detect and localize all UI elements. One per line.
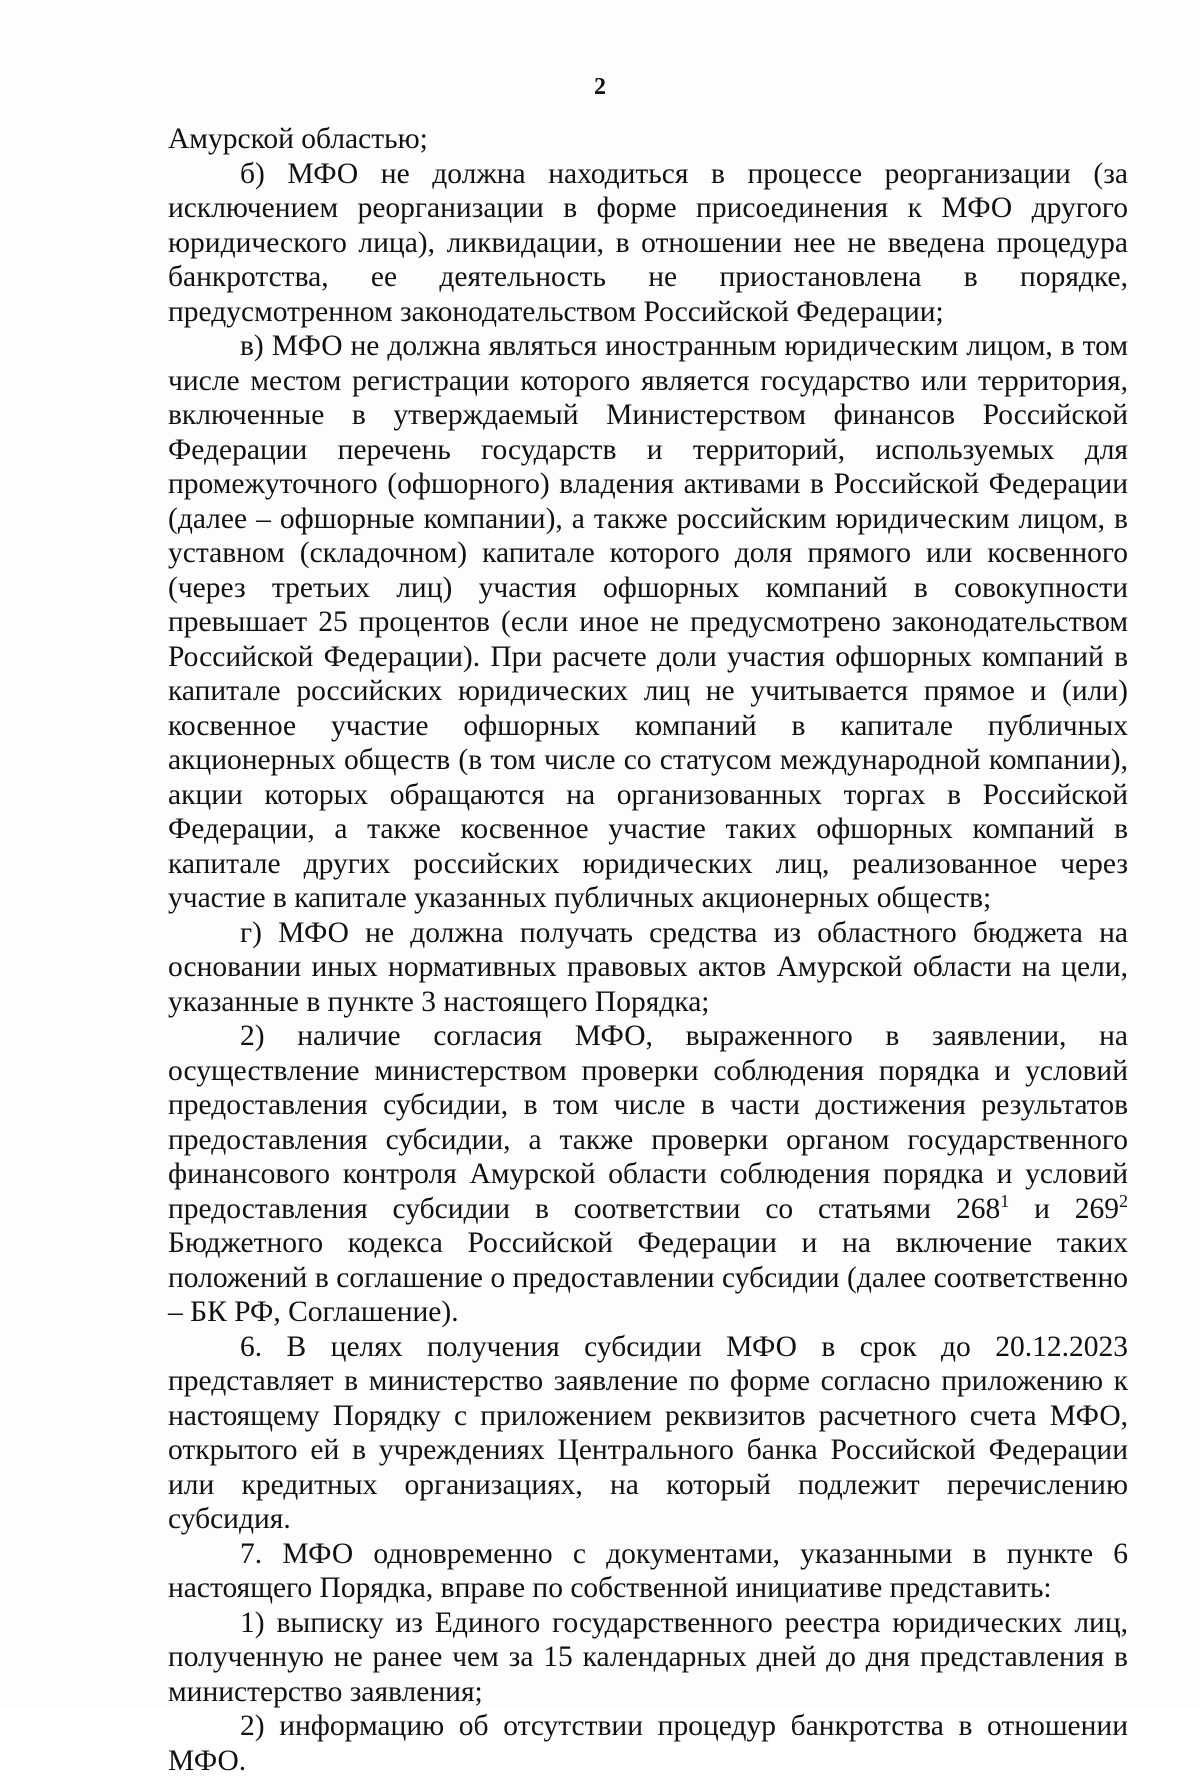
page-number: 2 xyxy=(594,74,606,100)
paragraph-text: Бюджетного кодекса Российской Федерации и на включение таких положений в соглашение о предоставлении субсидии (далее соответственно – БК РФ, Соглашение). xyxy=(168,1227,1128,1328)
paragraph-item-2-consent xyxy=(168,1019,1128,1330)
paragraph-point-7-item-2: 2) информацию об отсутствии процедур банкротства в отношении МФО. xyxy=(168,1710,1128,1777)
paragraph-subitem-g: г) МФО не должна получать средства из областного бюджета на основании иных нормативных правовых актов Амурской области на цели, указанные в пункте 3 настоящего Порядка; xyxy=(168,916,1128,1018)
paragraph-point-6: 6. В целях получения субсидии МФО в срок до 20.12.2023 представляет в министерство заявление по форме согласно приложению к настоящему Порядку с приложением реквизитов расчетного счета МФО, открытого ей в учреждениях Центрального банка Российской Федерации или кредитных организациях, на который подлежит перечислению субсидия. xyxy=(168,1330,1128,1535)
superscript-1: 1 xyxy=(1000,1190,1010,1211)
paragraph-point-7-item-1: 1) выписку из Единого государственного реестра юридических лиц, полученную не ранее чем за 15 календарных дней до дня представления в министерство заявления; xyxy=(168,1606,1128,1708)
superscript-2: 2 xyxy=(1119,1190,1129,1211)
paragraph-subitem-v: в) МФО не должна являться иностранным юридическим лицом, в том числе местом регистрации которого является государство или территория, включенные в утверждаемый Министерством финансов Российской Федерации перечень государств и территорий, используемых для промежуточного (офшорного) владения активами в Российской Федерации (далее – офшорные компании), а также российским юридическим лицом, в уставном (складочном) капитале которого доля прямого или косвенного (через третьих лиц) участия офшорных компаний в совокупности превышает 25 процентов (если иное не предусмотрено законодательством Российской Федерации). При расчете доли участия офшорных компаний в капитале российских юридических лиц не учитывается прямое и (или) косвенное участие офшорных компаний в капитале публичных акционерных обществ (в том числе со статусом международной компании), акции которых обращаются на организованных торгах в Российской Федерации, а также косвенное участие таких офшорных компаний в капитале других российских юридических лиц, реализованное через участие в капитале указанных публичных акционерных обществ; xyxy=(168,330,1128,914)
paragraph-continuation: Амурской областью; xyxy=(168,123,428,155)
paragraph-point-7: 7. МФО одновременно с документами, указанными в пункте 6 настоящего Порядка, вправе по собственной инициативе представить: xyxy=(168,1537,1128,1604)
document-body xyxy=(168,122,1128,1778)
paragraph-text: 2) наличие согласия МФО, выраженного в заявлении, на осуществление министерством проверки соблюдения порядка и условий предоставления субсидии, в том числе в части достижения результатов предоставления субсидии, а также проверки органом государственного финансового контроля Амурской области соблюдения порядка и условий предоставления субсидии в соответствии со статьями 268 xyxy=(168,1020,1128,1225)
paragraph-text: и 269 xyxy=(1009,1192,1120,1225)
paragraph-subitem-b: б) МФО не должна находиться в процессе реорганизации (за исключением реорганизации в форме присоединения к МФО другого юридического лица), ликвидации, в отношении нее не введена процедура банкротства, ее деятельность не приостановлена в порядке, предусмотренном законодательством Российской Федерации; xyxy=(168,157,1128,328)
